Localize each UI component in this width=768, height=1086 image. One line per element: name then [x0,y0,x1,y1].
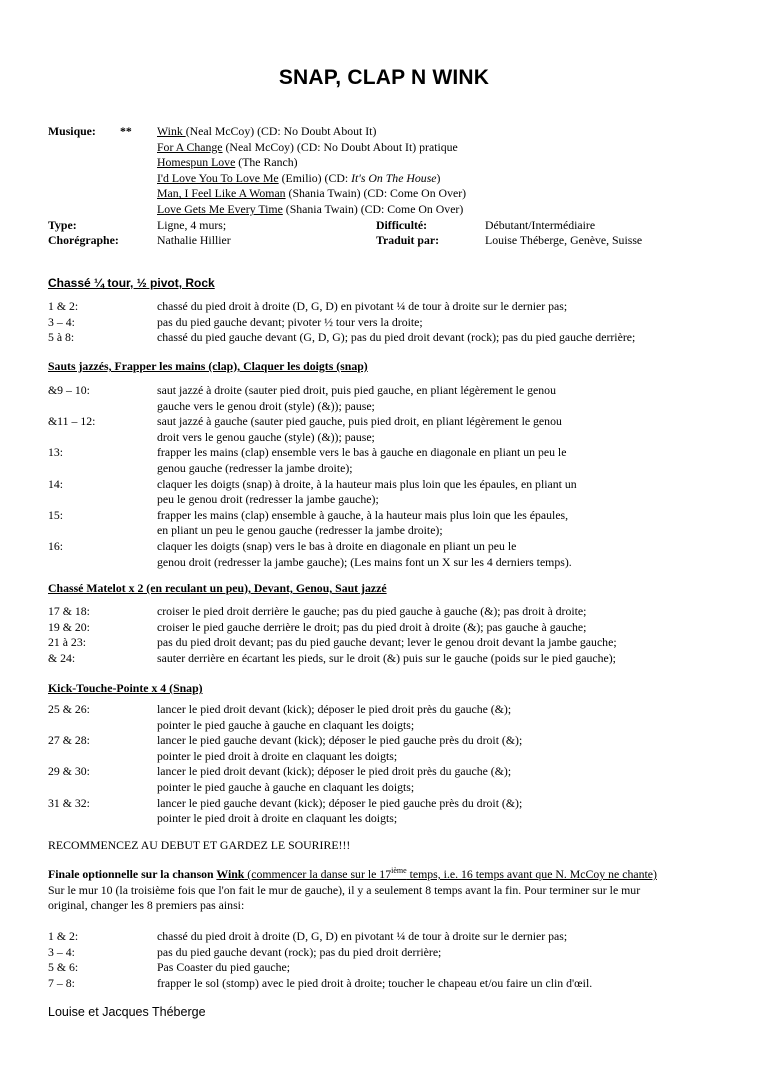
step-text [157,960,290,976]
step-text [157,945,441,961]
translated-value: Louise Théberge, Genève, Suisse [485,233,643,248]
step-text [157,299,567,315]
step-text [157,539,572,570]
step-line: lancer le pied gauche devant (kick); déposer le pied gauche près du droit (&); [157,795,523,810]
step-text [157,635,617,651]
step-line: chassé du pied gauche devant (G, D, G); pas du pied droit devant (rock); pas du pied gauche derrière; [157,330,636,345]
step-count: 1 & 2: [48,299,79,313]
step-count: 5 & 6: [48,960,79,975]
song-album-italic: It's On The House [351,170,437,185]
step-text [157,315,423,331]
song-details-close: ) [436,170,441,185]
step-text [157,414,562,445]
step-line: pointer le pied gauche à gauche en claquant les doigts; [157,779,415,794]
step-text [157,651,616,667]
step-count: 15: [48,507,64,522]
type-label: Type: [48,217,77,232]
step-line: claquer les doigts (snap) à droite, à la hauteur mais plus loin que les épaules, en pliant un [157,476,577,491]
translated-label: Traduit par: [376,233,440,248]
song-line [157,155,298,171]
step-line: pas du pied gauche devant; pivoter ½ tour vers la droite; [157,314,423,329]
section-heading: Sauts jazzés, Frapper les mains (clap), Claquer les doigts (snap) [48,359,368,373]
song-details: (Shania Twain) (CD: Come On Over) [282,202,464,216]
restart-note: RECOMMENCEZ AU DEBUT ET GARDEZ LE SOURIRE!!! [48,838,351,852]
finale-note-sup: ième [391,866,407,876]
step-count: &9 – 10: [48,383,90,397]
difficulty-label: Difficulté: [376,217,428,232]
step-line: saut jazzé à droite (sauter pied droit, puis pied gauche, en pliant légèrement le genou [157,383,556,397]
step-line: droit vers le genou gauche (style) (&)); pause; [157,429,375,444]
step-count: 31 & 32: [48,795,90,810]
music-label: Musique: [48,124,96,138]
finale-paragraph-line: original, changer les 8 premiers pas ainsi: [48,898,245,913]
step-line: pointer le pied droit à droite en claquant les doigts; [157,811,398,826]
step-line: pointer le pied droit à droite en claquant les doigts; [157,748,398,763]
step-count: 16: [48,539,64,553]
song-details: (Neal McCoy) (CD: No Doubt About It) [185,124,377,138]
step-line: pas du pied gauche devant (rock); pas du pied droit derrière; [157,944,442,959]
song-line [157,171,440,187]
section-heading: Kick-Touche-Pointe x 4 (Snap) [48,681,203,695]
finale-note-a: (commencer la danse sur le 17 [244,867,392,881]
step-line: frapper les mains (clap) ensemble vers le bas à gauche en diagonale en pliant un peu le [157,445,567,460]
step-text [157,383,556,414]
step-text [157,796,522,827]
step-count: 13: [48,445,64,460]
step-line: sauter derrière en écartant les pieds, sur le droit (&) puis sur le gauche (poids sur le pied gauche); [157,650,616,665]
choreographer-label: Chorégraphe: [48,233,119,248]
step-line: frapper le sol (stomp) avec le pied droit à droite; toucher le chapeau et/ou faire un clin d'œil. [157,975,593,990]
step-line: genou gauche (redresser la jambe droite); [157,460,353,475]
step-line: saut jazzé à gauche (sauter pied gauche, puis pied droit, en pliant légèrement le genou [157,414,562,429]
step-count: 14: [48,476,64,491]
step-count: 17 & 18: [48,604,90,618]
song-details: (The Ranch) [235,155,298,170]
step-line: lancer le pied droit devant (kick); déposer le pied droit près du gauche (&); [157,702,512,716]
step-line: en pliant un peu le genou gauche (redresser la jambe droite); [157,523,443,538]
choreographer-value: Nathalie Hillier [157,233,231,248]
song-details: (Shania Twain) (CD: Come On Over) [285,186,467,201]
step-line: chassé du pied droit à droite (D, G, D) en pivotant ¼ de tour à droite sur le dernier pas; [157,929,568,943]
finale-paragraph-line: Sur le mur 10 (la troisième fois que l'on fait le mur de gauche), il y a seulement 8 temps avant la fin. Pour terminer sur le mur [48,882,641,897]
step-line: lancer le pied droit devant (kick); déposer le pied droit près du gauche (&); [157,764,512,779]
music-stars: ** [120,124,132,138]
song-details: (Emilio) (CD: [278,170,352,185]
step-count: 3 – 4: [48,314,75,329]
section-heading: Chassé ¼ tour, ½ pivot, Rock [48,276,215,290]
song-title: Homespun Love [157,155,236,170]
step-text [157,330,635,346]
finale-song: Wink [216,867,245,881]
song-title: Man, I Feel Like A Woman [157,186,286,201]
step-text [157,976,592,992]
step-count: &11 – 12: [48,414,96,429]
song-line [157,140,458,156]
step-line: peu le genou droit (redresser la jambe gauche); [157,492,379,507]
step-line: croiser le pied droit derrière le gauche; pas du pied gauche à gauche (&); pas droit à droite; [157,604,587,618]
type-value: Ligne, 4 murs; [157,217,227,232]
step-line: frapper les mains (clap) ensemble à gauche, à la hauteur mais plus loin que les épaules, [157,507,569,522]
step-line: lancer le pied gauche devant (kick); déposer le pied gauche près du droit (&); [157,733,523,748]
step-text [157,929,567,945]
step-count: 3 – 4: [48,944,75,959]
step-text [157,604,586,620]
step-text [157,620,586,636]
finale-bold-text: Finale optionnelle sur la chanson [48,867,217,881]
step-line: genou droit (redresser la jambe gauche); (Les mains font un X sur les 4 derniers temps). [157,554,572,569]
song-line [157,186,466,202]
step-text [157,702,511,733]
finale-note [244,867,657,881]
step-text [157,764,511,795]
finale-heading [48,867,657,883]
song-title: For A Change [157,139,223,154]
step-count: 27 & 28: [48,733,90,748]
finale-note-b: temps, i.e. 16 temps avant que N. McCoy ne chante) [406,867,657,881]
step-count: 7 – 8: [48,975,75,990]
page-title: SNAP, CLAP N WINK [278,66,490,89]
difficulty-value: Débutant/Intermédiaire [485,217,596,232]
step-text [157,508,568,539]
step-line: chassé du pied droit à droite (D, G, D) en pivotant ¼ de tour à droite sur le dernier pas; [157,299,568,313]
section-heading: Chassé Matelot x 2 (en reculant un peu), Devant, Genou, Saut jazzé [48,581,387,595]
step-count: 29 & 30: [48,764,90,779]
song-line [157,202,463,218]
step-text [157,445,566,476]
step-line: pas du pied droit devant; pas du pied gauche devant; lever le genou droit devant la jambe gauche; [157,635,617,650]
step-line: claquer les doigts (snap) vers le bas à droite en diagonale en pliant un peu le [157,539,517,553]
song-title: Wink [157,124,186,138]
song-details: (Neal McCoy) (CD: No Doubt About It) pratique [222,139,458,154]
author-footer: Louise et Jacques Théberge [48,1005,206,1019]
step-text [157,477,577,508]
song-title: Love Gets Me Every Time [157,202,283,216]
step-line: Pas Coaster du pied gauche; [157,960,291,975]
step-count: 25 & 26: [48,702,90,716]
step-count: 21 à 23: [48,635,87,650]
song-title: I'd Love You To Love Me [157,170,279,185]
step-count: 19 & 20: [48,619,90,634]
step-line: pointer le pied gauche à gauche en claquant les doigts; [157,717,415,732]
step-count: 1 & 2: [48,929,79,943]
song-line [157,124,376,140]
step-text [157,733,522,764]
step-count: 5 à 8: [48,330,75,345]
step-line: gauche vers le genou droit (style) (&)); pause; [157,398,375,413]
step-count: & 24: [48,650,76,665]
step-line: croiser le pied gauche derrière le droit; pas du pied droit à droite (&); pas gauche à gauche; [157,619,587,634]
